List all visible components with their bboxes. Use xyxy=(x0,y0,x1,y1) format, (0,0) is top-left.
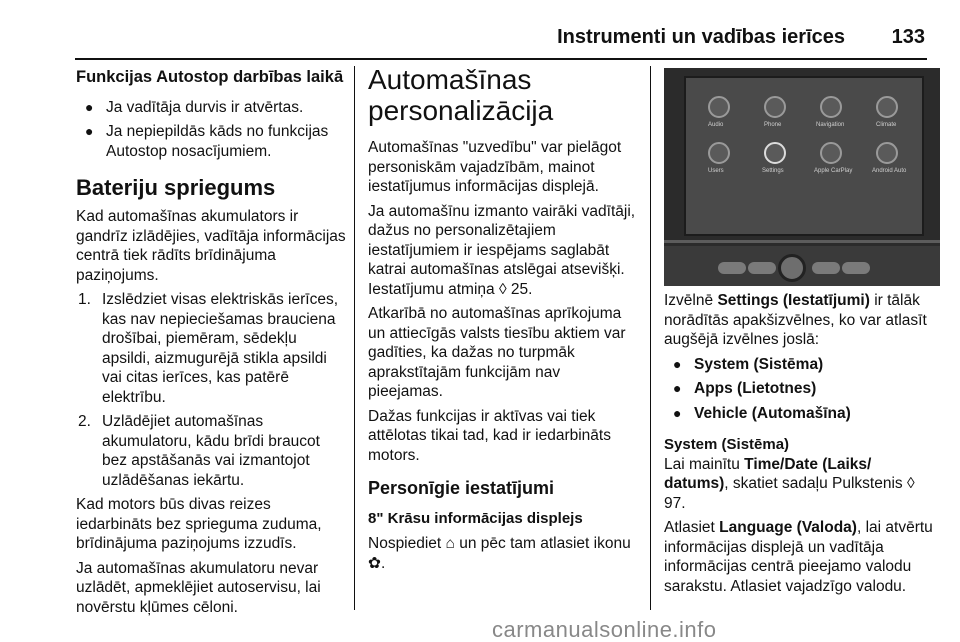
column-divider xyxy=(650,66,651,610)
infotainment-photo xyxy=(664,68,940,286)
personal-settings-heading: Personīgie iestatījumi xyxy=(368,478,555,498)
list-item: ● System (Sistēma) xyxy=(673,355,824,373)
list-item: 2. Uzlādējiet automašīnas akumulatoru, kādu brīdi braucot bez apstāšanās vai izmantojot uzlādēšanas iekārtu. xyxy=(78,413,320,489)
paragraph: Atlasiet Language (Valoda), lai atvērtu informācijas displejā un vadītāja informācijas centrā pieejamo valodu sarakstu. Atlasiet vajadzīgo valodu. xyxy=(664,519,933,595)
climate-icon xyxy=(876,96,898,118)
dash-button xyxy=(812,262,840,274)
paragraph: Izvēlnē Settings (Iestatījumi) ir tālāk norādītās apakšizvēlnes, ko var atlasīt augšējā izvēlnes joslā: xyxy=(664,292,927,348)
paragraph: Nospiediet ⌂ un pēc tam atlasiet ikonu ✿. xyxy=(368,535,631,572)
display-screen xyxy=(684,76,924,236)
page-header xyxy=(75,0,927,60)
tile-label: Audio xyxy=(708,122,724,128)
audio-icon xyxy=(708,96,730,118)
column-right xyxy=(664,291,936,601)
dash-button xyxy=(718,262,746,274)
section-title: Automašīnas personalizācija xyxy=(368,64,554,126)
bullet-icon: ● xyxy=(85,123,94,139)
tile-label: Climate xyxy=(876,122,897,128)
page-number: 133 xyxy=(891,26,925,48)
tile-label: Settings xyxy=(762,168,784,174)
list-item: ● Ja nepiepildās kāds no funkcijas Autostop nosacījumiem. xyxy=(85,123,329,160)
dash-button xyxy=(842,262,870,274)
dash-trim xyxy=(664,240,940,243)
column-left xyxy=(76,68,348,622)
paragraph: Ja automašīnu izmanto vairāki vadītāji, dažus no personalizētajiem iestatījumiem ir iespējams saglabāt katrai automašīnas atslēgai atsevišķi. Iestatījumu atmiņa ◊ 25. xyxy=(368,202,636,298)
tile-label: Users xyxy=(708,168,724,174)
gear-icon: ✿ xyxy=(368,554,381,572)
tile-label: Apple CarPlay xyxy=(814,168,853,174)
list-item: ● Vehicle (Automašīna) xyxy=(673,404,851,422)
paragraph: Atkarībā no automašīnas aprīkojuma un attiecīgās valsts tiesību aktiem var gadīties, ka dažas no turpmāk aprakstītajām funkcijām nav pieejamas. xyxy=(368,305,626,400)
battery-intro: Kad automašīnas akumulators ir gandrīz izlādējies, vadītāja informācijas centrā tiek rādīts brīdinājuma paziņojums. xyxy=(76,208,346,284)
phone-icon xyxy=(764,96,786,118)
dash-button xyxy=(748,262,776,274)
list-item: 1. Izslēdziet visas elektriskās ierīces, kas nav nepieciešamas brauciena drošībai, piemēram, sēdekļu apsildi, aizmugurējā stikla apsildi vai citas ierīces, kas patērē elektrību. xyxy=(78,291,339,406)
tile-label: Phone xyxy=(764,122,782,128)
paragraph: Automašīnas "uzvedību" var pielāgot personiskām vajadzībām, mainot iestatījumus informācijas displejā. xyxy=(368,139,622,195)
system-heading: System (Sistēma) xyxy=(664,436,790,453)
volume-knob xyxy=(778,254,806,282)
battery-heading: Bateriju spriegums xyxy=(76,175,276,200)
paragraph: Dažas funkcijas ir aktīvas vai tiek attēlotas tikai tad, kad ir iedarbināts motors. xyxy=(368,407,611,464)
bullet-icon: ● xyxy=(673,404,682,421)
carplay-icon xyxy=(820,142,842,164)
autostop-subheading: Funkcijas Autostop darbības laikā xyxy=(76,68,344,86)
column-divider xyxy=(354,66,355,610)
paragraph: Ja automašīnas akumulatoru nevar uzlādēt, apmeklējiet autoservisu, lai novērstu kļūmes cēloni. xyxy=(76,559,321,616)
gear-icon xyxy=(764,142,786,164)
list-item: ● Ja vadītāja durvis ir atvērtas. xyxy=(85,98,304,116)
paragraph: Lai mainītu Time/Date (Laiks/ datums), skatiet sadaļu Pulkstenis ◊ 97. xyxy=(664,455,915,512)
tile-label: Navigation xyxy=(816,122,845,128)
display-subheading: 8" Krāsu informācijas displejs xyxy=(368,509,583,527)
bullet-icon: ● xyxy=(673,355,682,372)
chapter-title: Instrumenti un vadības ierīces xyxy=(557,26,845,48)
navigation-icon xyxy=(820,96,842,118)
bullet-icon: ● xyxy=(85,98,94,115)
tile-label: Android Auto xyxy=(872,168,907,174)
users-icon xyxy=(708,142,730,164)
column-middle xyxy=(368,64,636,578)
android-auto-icon xyxy=(876,142,898,164)
watermark: carmanualsonline.info xyxy=(492,617,717,642)
bullet-icon: ● xyxy=(673,380,682,396)
list-item: ● Apps (Lietotnes) xyxy=(673,380,817,397)
paragraph: Kad motors būs divas reizes iedarbināts bez sprieguma zuduma, brīdinājuma paziņojums izzudīs. xyxy=(76,496,322,552)
home-icon: ⌂ xyxy=(445,535,455,552)
